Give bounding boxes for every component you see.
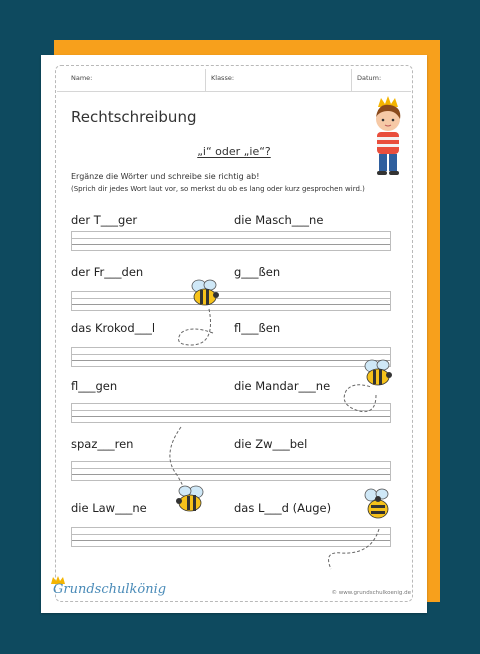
footer-url: © www.grundschulkoenig.de — [331, 590, 411, 596]
name-label: Name: — [71, 74, 93, 82]
exercise-word: der T___ger — [71, 213, 138, 227]
exercise-word: fl___ßen — [234, 321, 281, 335]
class-label: Klasse: — [211, 74, 235, 82]
exercise-word: fl___gen — [71, 379, 118, 393]
exercise-word: die Law___ne — [71, 501, 147, 515]
exercise-word: das L___d (Auge) — [234, 501, 332, 515]
bee-icon — [186, 279, 224, 309]
bee-flight-paths — [41, 55, 427, 613]
exercise-word: g___ßen — [234, 265, 281, 279]
exercise-word: die Zw___bel — [234, 437, 308, 451]
exercise-word: das Krokod___l — [71, 321, 156, 335]
exercise-word: der Fr___den — [71, 265, 144, 279]
instruction-note: (Sprich dir jedes Wort laut vor, so merkst du ob es lang oder kurz gesprochen wird.) — [71, 185, 365, 193]
page-title: Rechtschreibung — [71, 108, 197, 126]
exercise-word: spaz___ren — [71, 437, 134, 451]
worksheet — [41, 55, 427, 613]
date-label: Datum: — [357, 74, 382, 82]
brand-logo: Grundschulkönig — [53, 582, 167, 597]
exercise-word: die Masch___ne — [234, 213, 324, 227]
instruction-text: Ergänze die Wörter und schreibe sie richtig ab! — [71, 172, 260, 181]
exercise-word: die Mandar___ne — [234, 379, 331, 393]
bee-icon — [359, 359, 397, 389]
exercise-subtitle: „i“ oder „ie“? — [197, 145, 271, 158]
bee-icon — [171, 485, 209, 515]
bee-icon — [359, 487, 397, 523]
